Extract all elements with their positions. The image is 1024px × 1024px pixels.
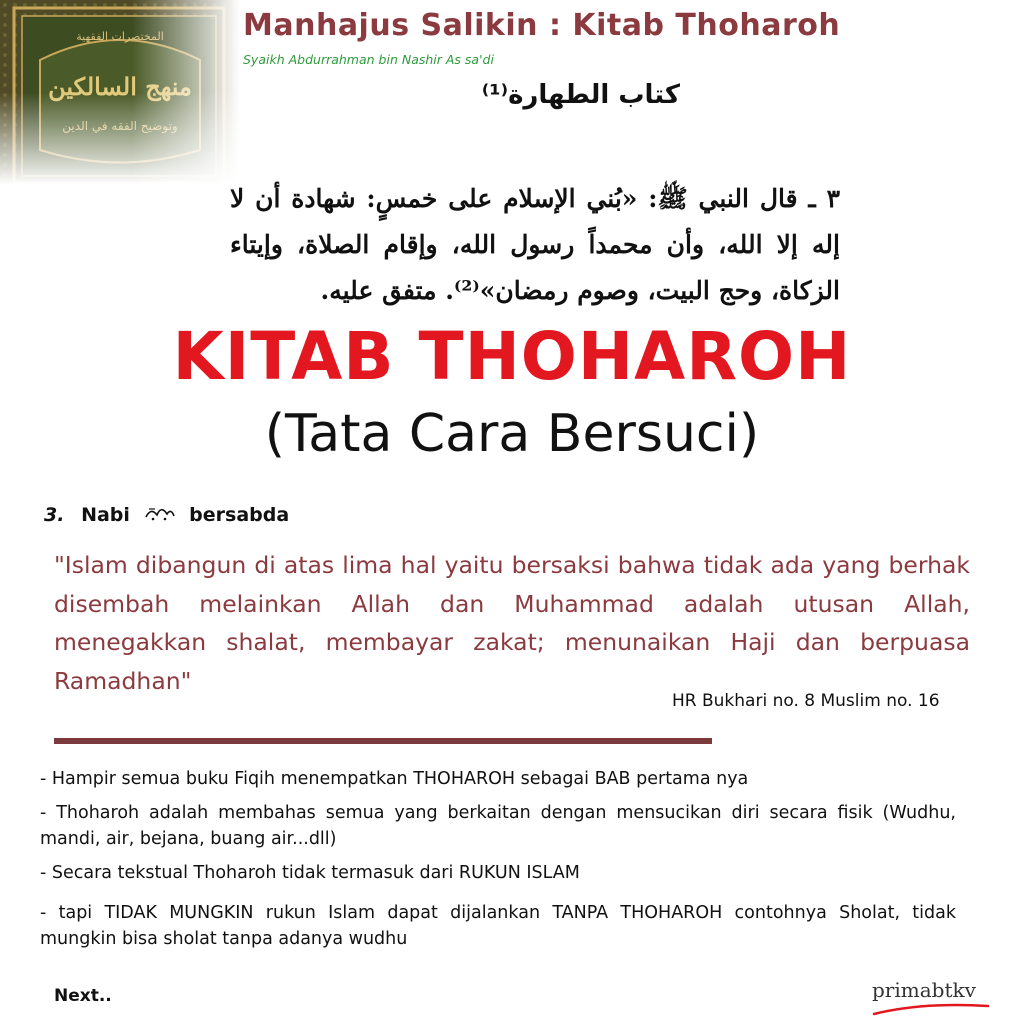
note-item: - Secara tekstual Thoharoh tidak termasuk dari RUKUN ISLAM [40, 863, 580, 883]
brand-swoosh-icon [872, 976, 992, 1020]
page-title: Manhajus Salikin : Kitab Thoharoh [243, 8, 841, 43]
point-prefix: Nabi [81, 504, 130, 526]
main-heading: KITAB THOHAROH [172, 318, 852, 395]
brand-logo [872, 976, 992, 1020]
main-subheading: (Tata Cara Bersuci) [264, 404, 760, 464]
author-name: Syaikh Abdurrahman bin Nashir As sa'di [243, 52, 494, 67]
next-label: Next.. [54, 986, 112, 1006]
point-number: 3. [44, 504, 65, 526]
point-heading [44, 503, 289, 528]
section-divider [54, 738, 712, 744]
book-cover-image [0, 0, 240, 185]
hadith-source: HR Bukhari no. 8 Muslim no. 16 [672, 691, 940, 711]
hadith-translation: "Islam dibangun di atas lima hal yaitu bersaksi bahwa tidak ada yang berhak disembah melainkan Allah dan Muhammad adalah utusan Allah, menegakkan shalat, membayar zakat; menunaikan Haji dan berpuasa Ramadhan" [54, 551, 970, 695]
arabic-chapter-title: كتاب الطهارة⁽¹⁾ [481, 80, 680, 110]
salawat-icon [143, 503, 177, 528]
arabic-hadith-text: ٣ ـ قال النبي ﷺ: «بُني الإسلام على خمسٍ: شهادة أن لا إله إلا الله، وأن محمداً رسول الله، وإقام الصلاة، وإيتاء الزكاة، وحج البيت، وصوم رمضان»⁽²⁾. متفق عليه. [230, 184, 840, 305]
point-suffix: bersabda [189, 504, 290, 526]
note-item: - Thoharoh adalah membahas semua yang berkaitan dengan mensucikan diri secara fisik (Wudhu, mandi, air, bejana, buang air...dll) [40, 803, 956, 849]
brand-name: primabtkv [872, 978, 976, 1002]
note-item: - Hampir semua buku Fiqih menempatkan THOHAROH sebagai BAB pertama nya [40, 769, 749, 789]
notes-list [40, 766, 956, 960]
note-item: - tapi TIDAK MUNGKIN rukun Islam dapat dijalankan TANPA THOHAROH contohnya Sholat, tidak mungkin bisa sholat tanpa adanya wudhu [40, 903, 956, 949]
